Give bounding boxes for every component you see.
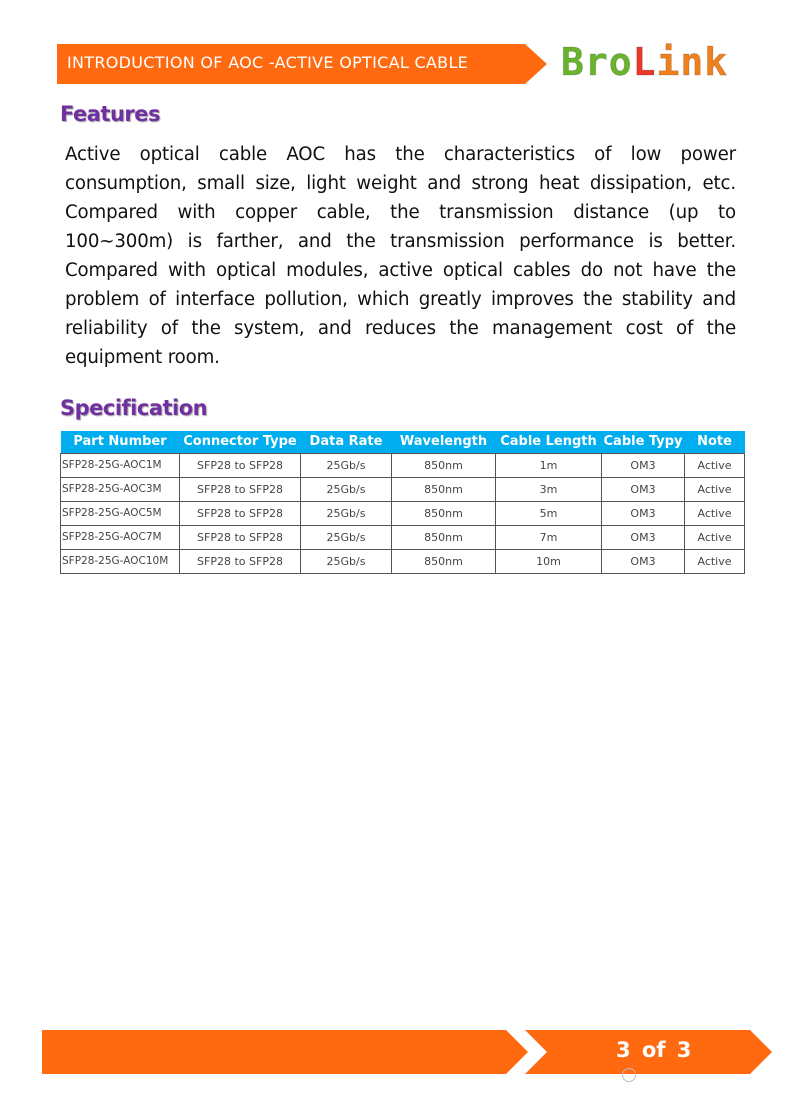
cell-cable-type: OM3	[602, 501, 685, 525]
cell-cable-length: 5m	[496, 501, 602, 525]
table-row	[61, 477, 745, 501]
cell-part-number: SFP28-25G-AOC3M	[61, 477, 180, 501]
brolink-logo	[561, 40, 743, 84]
column-header-data-rate: Data Rate	[301, 431, 392, 453]
cell-note: Active	[685, 453, 745, 477]
specification-table	[60, 431, 745, 574]
cell-part-number: SFP28-25G-AOC10M	[61, 549, 180, 573]
cell-note: Active	[685, 525, 745, 549]
specification-heading: Specification	[60, 396, 208, 420]
column-header-cable-length: Cable Length	[496, 431, 602, 453]
cell-data-rate: 25Gb/s	[301, 549, 392, 573]
cell-wavelength: 850nm	[392, 453, 496, 477]
column-header-cable-type: Cable Typy	[602, 431, 685, 453]
cell-cable-length: 10m	[496, 549, 602, 573]
cell-cable-length: 1m	[496, 453, 602, 477]
logo-part-bro: Bro	[561, 40, 633, 84]
cell-wavelength: 850nm	[392, 501, 496, 525]
cell-part-number: SFP28-25G-AOC7M	[61, 525, 180, 549]
logo-wordmark	[561, 40, 728, 84]
features-heading: Features	[60, 102, 160, 126]
table-row	[61, 453, 745, 477]
cell-data-rate: 25Gb/s	[301, 525, 392, 549]
column-header-connector-type: Connector Type	[180, 431, 301, 453]
cell-cable-type: OM3	[602, 549, 685, 573]
logo-part-ink: ink	[656, 40, 729, 84]
cell-connector-type: SFP28 to SFP28	[180, 525, 301, 549]
features-paragraph: Active optical cable AOC has the characteristics of low power consumption, small size, light weight and strong heat dissipation, etc. Compared with copper cable, the transmission distance (up to 100~300m) is farther, and the transmission performance is better. Compared with optical modules, active optical cables do not have the problem of interface pollution, which greatly improves the stability and reliability of the system, and reduces the management cost of the equipment room.	[65, 144, 736, 368]
footer-mark-icon	[622, 1068, 636, 1082]
document-title: INTRODUCTION OF AOC -ACTIVE OPTICAL CABLE	[67, 53, 469, 72]
cell-connector-type: SFP28 to SFP28	[180, 453, 301, 477]
table-row	[61, 525, 745, 549]
cell-cable-type: OM3	[602, 453, 685, 477]
page-number: 3 of 3	[616, 1038, 692, 1062]
cell-connector-type: SFP28 to SFP28	[180, 477, 301, 501]
cell-connector-type: SFP28 to SFP28	[180, 501, 301, 525]
column-header-note: Note	[685, 431, 745, 453]
cell-part-number: SFP28-25G-AOC5M	[61, 501, 180, 525]
table-header-row	[61, 431, 745, 453]
cell-data-rate: 25Gb/s	[301, 453, 392, 477]
cell-cable-length: 7m	[496, 525, 602, 549]
cell-wavelength: 850nm	[392, 477, 496, 501]
cell-note: Active	[685, 477, 745, 501]
column-header-wavelength: Wavelength	[392, 431, 496, 453]
table-row	[61, 501, 745, 525]
cell-wavelength: 850nm	[392, 525, 496, 549]
cell-data-rate: 25Gb/s	[301, 477, 392, 501]
cell-part-number: SFP28-25G-AOC1M	[61, 453, 180, 477]
table-row	[61, 549, 745, 573]
header-banner	[57, 44, 547, 84]
cell-cable-type: OM3	[602, 477, 685, 501]
cell-cable-length: 3m	[496, 477, 602, 501]
cell-note: Active	[685, 549, 745, 573]
footer-bar	[42, 1030, 772, 1074]
cell-cable-type: OM3	[602, 525, 685, 549]
cell-note: Active	[685, 501, 745, 525]
cell-connector-type: SFP28 to SFP28	[180, 549, 301, 573]
logo-part-l: L	[632, 40, 657, 84]
cell-data-rate: 25Gb/s	[301, 501, 392, 525]
column-header-part-number: Part Number	[61, 431, 180, 453]
cell-wavelength: 850nm	[392, 549, 496, 573]
